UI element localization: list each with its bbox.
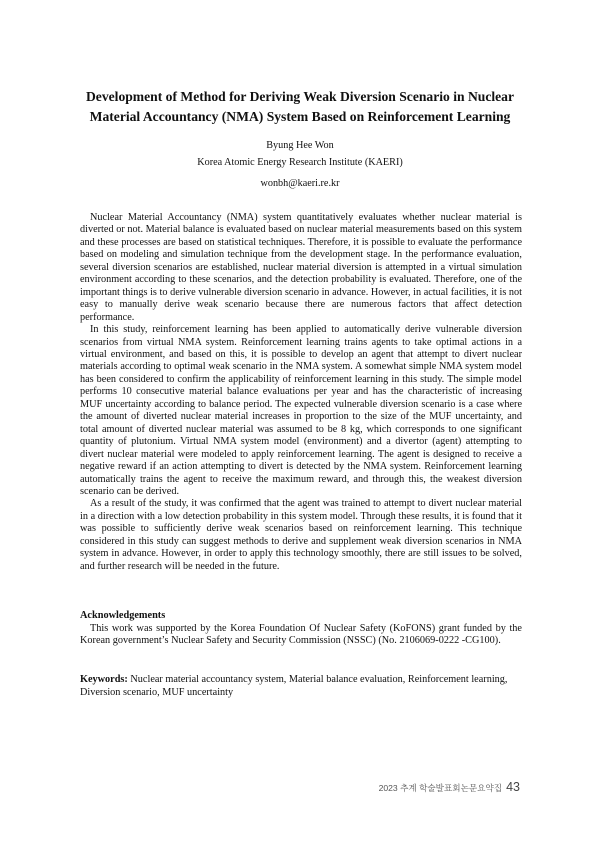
abstract-paragraph-2: In this study, reinforcement learning has been applied to automatically derive vulnerable diversion scenarios from virtual NMA system. Reinforcement learning trains agents to take optimal actions in a virtual environment, and based on this, it is possible to develop an agent that attempt to divert nuclear materials according to optimal weak scenario in the NMA system. A somewhat simple NMA system model has been considered to confirm the applicability of reinforcement learning in this study. The simple model performs 10 consecutive material balance evaluations per year and has the characteristic of increasing MUF uncertainty according to balance period. The expected vulnerable diversion scenario is a case where the amount of diverted nuclear material increases in proportion to the size of the MUF uncertainty, and total amount of diverted nuclear material was assumed to be 8 kg, which corresponds to one significant quantity of plutonium. Virtual NMA system model (environment) and a divertor (agent) attempting to divert nuclear material were modeled to apply reinforcement learning. The agent is designed to receive a negative reward if an action attempting to divert is detected by the NMA system. Reinforcement learning automatically trains the agent to receive the maximum reward, and through this, the weakest diversion scenario can be derived. (80, 324, 522, 497)
abstract-paragraph-1: Nuclear Material Accountancy (NMA) system quantitatively evaluates whether nuclear material is diverted or not. Material balance is evaluated based on nuclear material measurements based on this system and these processes are based on statistical techniques. Therefore, it is possible to evaluate the performance based on modeling and simulation technique from the development stage. In the performance evaluation, several diversion scenarios are established, nuclear material diversion is attempted in a virtual simulation environment according to these scenarios, and the detection probability is evaluated. Therefore, one of the important things is to derive vulnerable diversion scenario in advance. However, in actual facilities, it is not easy to manually derive weak scenario because there are numerous factors that affect detection performance. (80, 212, 522, 323)
page-footer (379, 780, 520, 794)
abstract-body (80, 212, 522, 573)
keywords-text: Nuclear material accountancy system, Material balance evaluation, Reinforcement learning, Diversion scenario, MUF uncertainty (80, 674, 508, 698)
acknowledgements-heading: Acknowledgements (80, 610, 166, 621)
proceedings-title: 2023 추계 학술발표회논문요약집 (378, 783, 503, 793)
paper-title: Development of Method for Deriving Weak Diversion Scenario in Nuclear Material Accountancy (NMA) System Based on Reinforcement Learning (85, 89, 515, 124)
page-number: 43 (506, 780, 520, 794)
keywords (80, 673, 526, 699)
author-affiliation: Korea Atomic Energy Research Institute (KAERI) (197, 157, 403, 168)
author-email: wonbh@kaeri.re.kr (260, 178, 340, 189)
author-name: Byung Hee Won (266, 140, 334, 151)
acknowledgements-text: This work was supported by the Korea Foundation Of Nuclear Safety (KoFONS) grant funded by the Korean government’s Nuclear Safety and Security Commission (NSSC) (No. 2106069-0222 -CG100). (80, 623, 522, 647)
abstract-paragraph-3: As a result of the study, it was confirmed that the agent was trained to attempt to divert nuclear material in a direction with a low detection probability in this system model. Through these results, it is found that it was possible to sufficiently derive weak scenarios based on reinforcement learning. This technique considered in this study can suggest methods to derive and supplement weak diversion scenarios in NMA system in advance. However, in order to apply this technology smoothly, there are still issues to be solved, and further research will be needed in the future. (80, 498, 522, 572)
keywords-label: Keywords: (80, 674, 128, 685)
